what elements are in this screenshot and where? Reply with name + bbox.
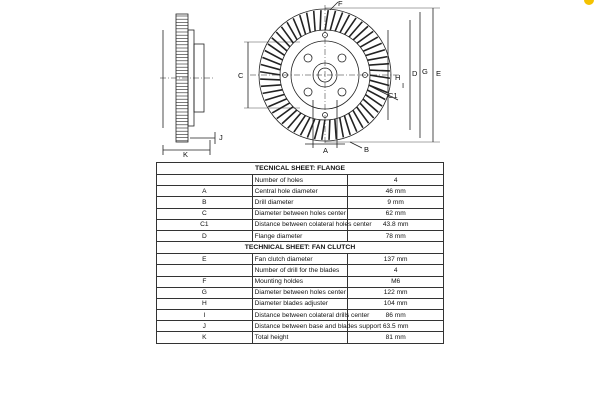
row-code: F [157,276,253,287]
cooling-fin [335,118,336,139]
row-value: 81 mm [348,332,444,343]
cooling-fin [314,11,315,32]
row-code: D [157,230,253,241]
cooling-fin [369,75,390,78]
cooling-fin [365,50,385,56]
front-view [244,2,440,148]
cooling-fin [272,38,288,52]
row-label: Fan clutch diameter [252,254,348,265]
cooling-fin [359,102,373,118]
label-d: D [412,69,418,78]
cooling-fin [320,10,321,31]
label-b: B [364,145,370,154]
label-h: H [395,73,401,82]
row-value: 4 [348,265,444,276]
cooling-fin [300,15,306,35]
table-row [157,265,444,276]
cooling-fin [315,119,321,139]
cooling-fin [282,109,298,123]
row-label: Diameter between holes center [252,208,348,219]
row-label: Number of drill for the blades [252,265,348,276]
flange-section-header [157,163,444,175]
row-label: Distance between colateral drills center [252,310,348,321]
label-g: G [422,67,428,76]
row-value: 86 mm [348,310,444,321]
cooling-fin [348,22,362,38]
cooling-fin [369,70,390,71]
row-code: H [157,298,253,309]
row-value: 62 mm [348,208,444,219]
cooling-fin [322,119,325,140]
side-view [160,14,215,155]
table-row [157,287,444,298]
row-code: A [157,186,253,197]
table-row [157,310,444,321]
table-row [157,197,444,208]
cooling-fin [362,98,378,112]
cooling-fin [276,32,290,48]
cooling-fin [369,80,389,86]
row-code: J [157,321,253,332]
clutch-section-header [157,242,444,254]
row-label: Mounting holdes [252,276,348,287]
row-code: K [157,332,253,343]
row-label: Distance between colateral holes center [252,219,348,230]
row-label: Diameter blades adjuster [252,298,348,309]
table-row [157,230,444,241]
cooling-fin [261,85,282,86]
cooling-fin [265,94,285,100]
cooling-fin [288,112,302,128]
technical-sheet-table [156,162,444,344]
table-row [157,208,444,219]
cooling-fin [330,11,336,31]
row-label: Number of holes [252,175,348,186]
row-code: I [157,310,253,321]
table-row [157,276,444,287]
row-code: C1 [157,219,253,230]
label-k: K [183,150,189,159]
table-row [157,321,444,332]
row-value: 104 mm [348,298,444,309]
table-row [157,254,444,265]
table-row [157,298,444,309]
row-value: 122 mm [348,287,444,298]
row-value: 4 [348,175,444,186]
table-row [157,186,444,197]
row-code [157,175,253,186]
cooling-fin [344,115,350,135]
cooling-fin [325,10,328,31]
row-value: 43.8 mm [348,219,444,230]
row-label: Flange diameter [252,230,348,241]
label-j: J [219,133,223,142]
row-label: Central hole diameter [252,186,348,197]
row-value: M6 [348,276,444,287]
row-label: Total height [252,332,348,343]
row-code: B [157,197,253,208]
label-c1: C1 [388,91,398,100]
label-i: I [402,81,405,90]
label-c: C [238,71,244,80]
row-value: 9 mm [348,197,444,208]
cooling-fin [352,26,368,40]
table-row [157,175,444,186]
cooling-fin [367,57,388,61]
table-row [157,332,444,343]
row-label: Drill diameter [252,197,348,208]
cooling-fin [340,117,344,138]
flange-section-header-title: TECNICAL SHEET: FLANGE [157,163,444,175]
row-value: 137 mm [348,254,444,265]
row-code: E [157,254,253,265]
row-code [157,265,253,276]
label-a: A [323,146,329,155]
cooling-fin [263,90,284,94]
technical-drawing [0,0,600,160]
cooling-fin [368,64,389,65]
label-f: F [338,0,343,8]
row-value: 46 mm [348,186,444,197]
cooling-fin [261,65,281,71]
table-row [157,219,444,230]
row-label: Diameter between holes center [252,287,348,298]
row-label: Distance between base and blades support [252,321,348,332]
row-code: C [157,208,253,219]
row-value: 63.5 mm [348,321,444,332]
cooling-fin [260,72,281,75]
cooling-fin [260,79,281,80]
row-value: 78 mm [348,230,444,241]
row-code: G [157,287,253,298]
cooling-fin [329,119,330,140]
clutch-section-header-title: TECHNICAL SHEET: FAN CLUTCH [157,242,444,254]
cooling-fin [307,13,311,34]
label-e: E [436,69,442,78]
